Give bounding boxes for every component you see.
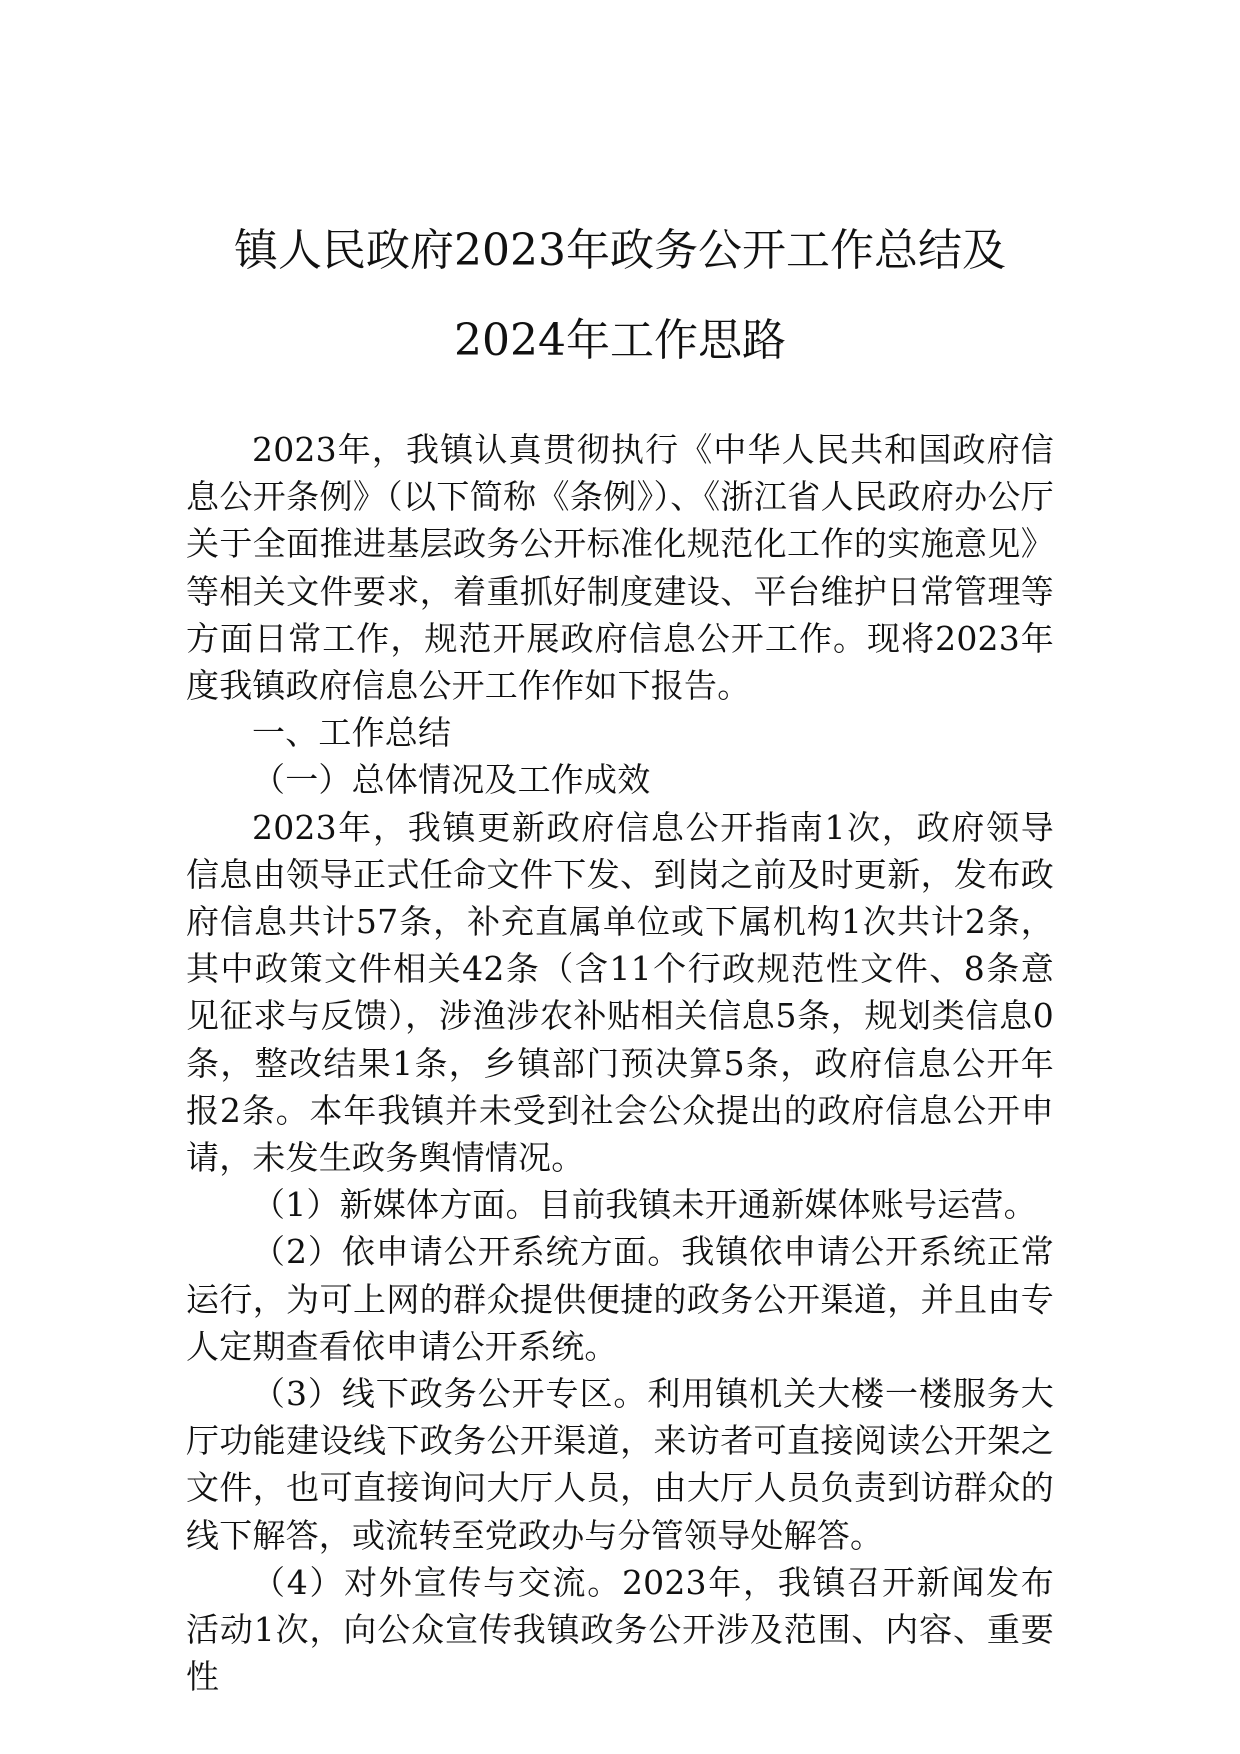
document-title [150,206,1090,386]
item-application-system: （2）依申请公开系统方面。我镇依申请公开系统正常运行，为可上网的群众提供便捷的政务公开渠道，并且由专人定期查看依申请公开系统。 [186,1232,1054,1366]
intro-paragraph: 2023年，我镇认真贯彻执行《中华人民共和国政府信息公开条例》（以下简称《条例》）、《浙江省人民政府办公厅关于全面推进基层政务公开标准化规范化工作的实施意见》等相关文件要求，着重抓好制度建设、平台维护日常管理等方面日常工作，规范开展政府信息公开工作。现将2023年度我镇政府信息公开工作作如下报告。 [186,430,1054,706]
item-new-media: （1）新媒体方面。目前我镇未开通新媒体账号运营。 [252,1185,1037,1225]
section-heading-work-summary: 一、工作总结 [252,713,452,753]
title-line-1: 镇人民政府2023年政务公开工作总结及 [234,225,1006,276]
title-line-2: 2024年工作思路 [454,315,786,366]
item-offline-zone: （3）线下政务公开专区。利用镇机关大楼一楼服务大厅功能建设线下政务公开渠道，来访者可直接阅读公开架之文件，也可直接询问大厅人员，由大厅人员负责到访群众的线下解答，或流转至党政办与分管领导处解答。 [186,1374,1054,1555]
document-body [186,426,1054,1700]
item-publicity-exchange: （4）对外宣传与交流。2023年，我镇召开新闻发布活动1次，向公众宣传我镇政务公开涉及范围、内容、重要性 [186,1562,1054,1697]
subsection-heading-overview: （一）总体情况及工作成效 [252,760,651,800]
overview-paragraph: 2023年，我镇更新政府信息公开指南1次，政府领导信息由领导正式任命文件下发、到岗之前及时更新，发布政府信息共计57条，补充直属单位或下属机构1次共计2条，其中政策文件相关42条（含11个行政规范性文件、8条意见征求与反馈），涉渔涉农补贴相关信息5条，规划类信息0条，整改结果1条，乡镇部门预决算5条，政府信息公开年报2条。本年我镇并未受到社会公众提出的政府信息公开申请，未发生政务舆情情况。 [186,807,1054,1178]
